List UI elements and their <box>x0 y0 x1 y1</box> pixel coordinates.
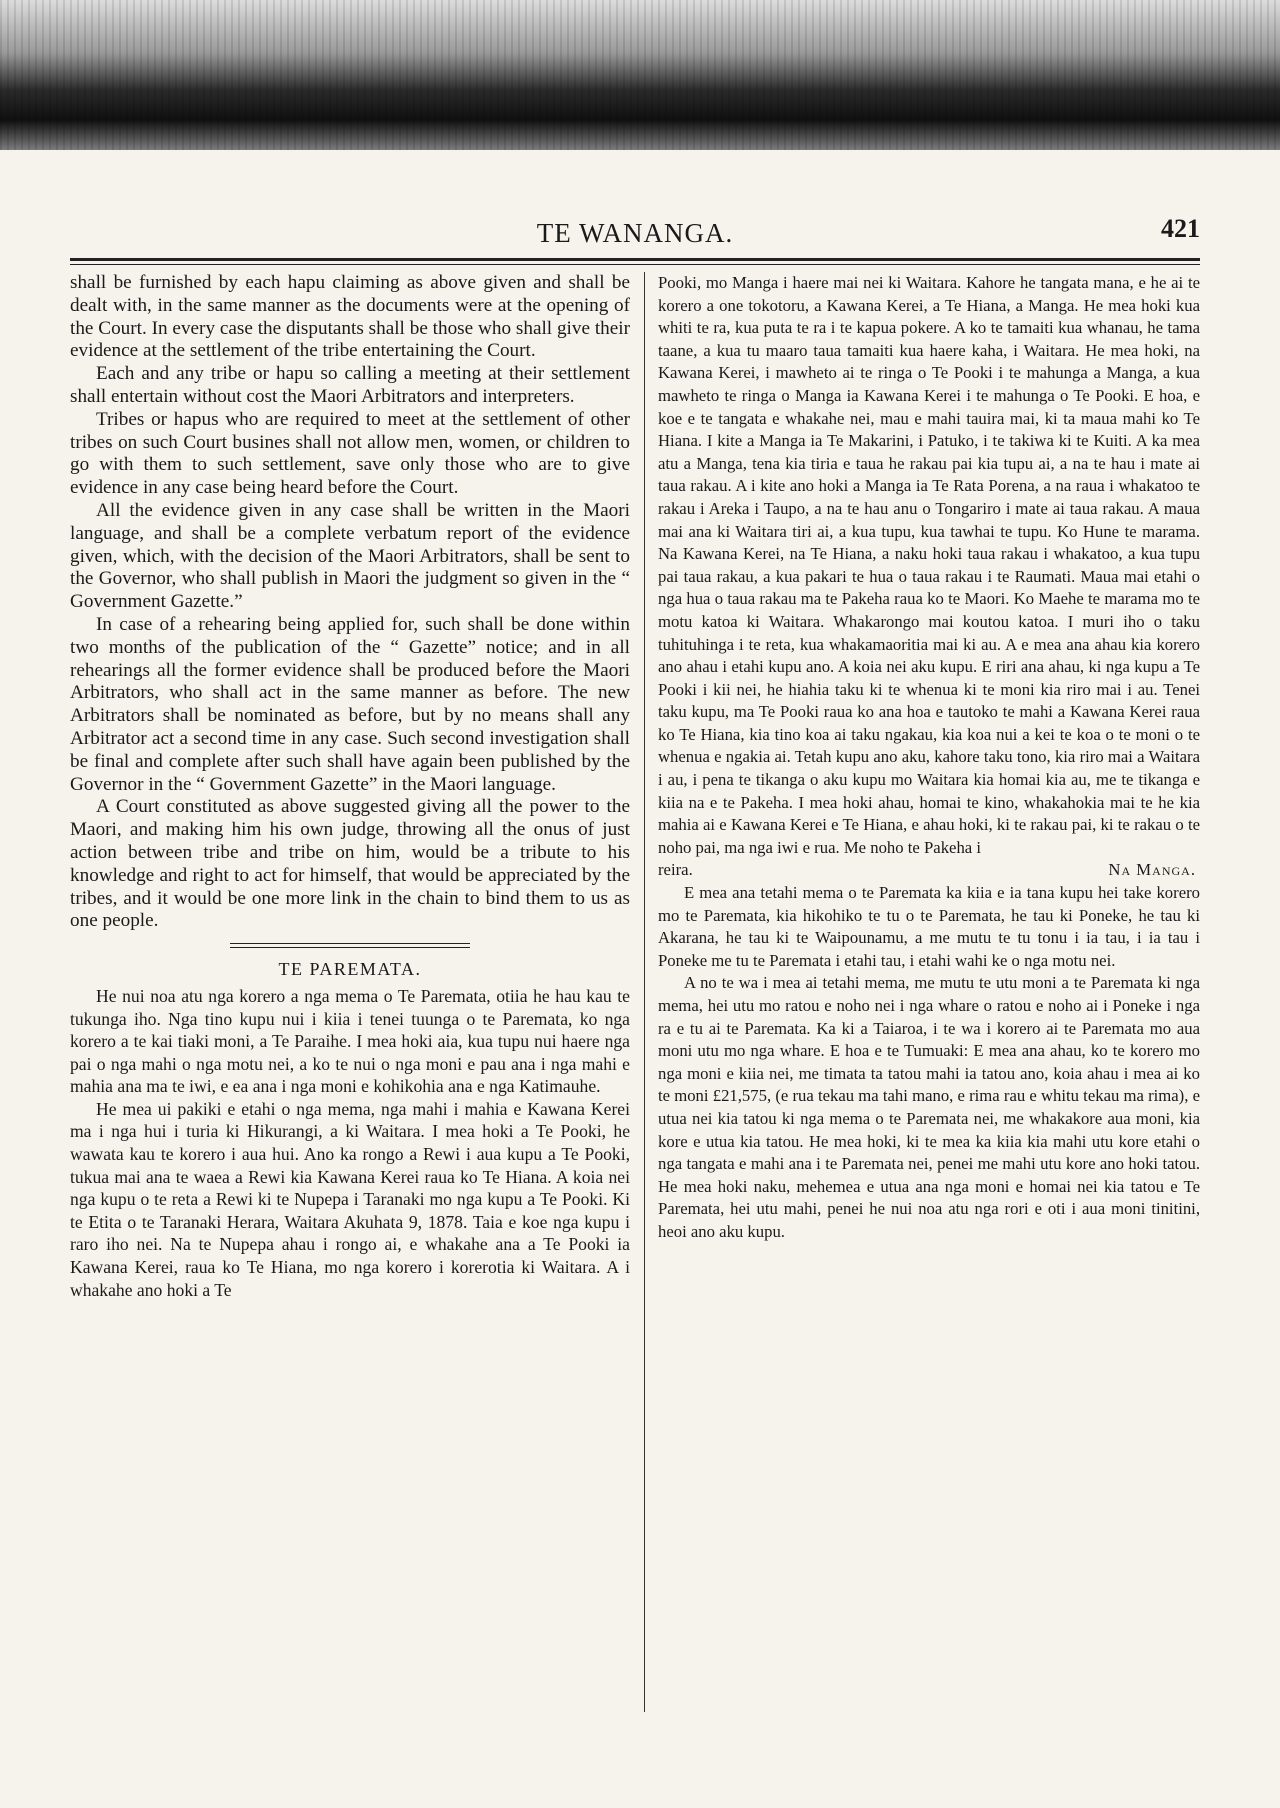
column-divider <box>644 272 645 1712</box>
maori-section <box>70 985 630 1301</box>
section-title: TE PAREMATA. <box>278 959 422 980</box>
letter-signoff <box>658 859 1200 882</box>
paragraph: Each and any tribe or hapu so calling a meeting at their settlement shall entertain without cost the Maori Arbitrators and interpreters. <box>70 363 630 407</box>
paragraph: He mea ui pakiki e etahi o nga mema, nga mahi i mahia e Kawana Kerei ma i nga hui i turia ki Hikurangi, a ki Waitara. I mea hoki a Te Pooki, he wawata kau te korero i aua hui. Ano ka rongo a Rewi i aua kupu a Te Pooki, tukua mai ana te waea a Rewi kia Kawana Kerei raua ko Te Hiana. A koia nei nga kupu o te reta a Rewi ki te Nupepa i Taranaki mo nga kupu a Te Pooki. Ki te Etita o te Taranaki Herara, Waitara Akuhata 9, 1878. Taia e koe nga kupu i raro iho nei. Na te Nupepa ahau i rongo ai, e whakahe ana a Te Pooki ia Kawana Kerei, raua ko Te Hiana, mo nga korero i korerotia ki Waitara. A i whakahe ano hoki a Te <box>70 1098 630 1300</box>
paragraph: He nui noa atu nga korero a nga mema o Te Paremata, otiia he hau kau te tukunga iho. Nga tino kupu nui i kiia i tenei tuunga o te Paremata, ko nga korero a te kai tiaki moni, a Te Paraihe. I mea hoki aia, kua tupu nui haere nga pai o nga mahi o nga motu nei, a ko te nui o nga moni e pau ana i nga mahi e mahia ana ma te iwi, e ea ana i nga moni e kohikohia ana e nga Katimauhe. <box>70 985 630 1097</box>
paragraph: A Court constituted as above suggested giving all the power to the Maori, and making him his own judge, throwing all the onus of just action between tribe and tribe on him, would be a tribute to his knowledge and right to act for himself, that would be appreciated by the tribes, and it would be one more link in the chain to bind them to us as one people. <box>70 796 630 932</box>
paragraph: Tribes or hapus who are required to meet at the settlement of other tribes on such Court busines shall not allow men, women, or children to go with them to such settlement, save only those who are to give evidence in any case being heard before the Court. <box>70 408 630 499</box>
page-number: 421 <box>1161 214 1200 243</box>
scanned-page-edge <box>0 0 1280 150</box>
paragraph: All the evidence given in any case shall be written in the Maori language, and shall be a complete verbatum report of the evidence given, which, with the decision of the Maori Arbitrators, shall be sent to the Governor, who shall publish in Maori the judgment so given in the “ Government Gazette.” <box>70 499 630 613</box>
signature: Na Manga. <box>1108 860 1196 880</box>
running-header <box>70 214 1200 254</box>
paragraph: In case of a rehearing being applied for, such shall be done within two months of the publication of the “ Gazette” notice; and in all rehearings all the former evidence shall be produced before the Maori Arbitrators, who shall act in the same manner as before. The new Arbitrators shall be nominated as before, but by no means shall any Arbitrator act a second time in any case. Such second investigation shall be final and complete after such shall have again been published by the Governor in the “ Government Gazette” in the Maori language. <box>70 613 630 795</box>
newspaper-title: TE WANANGA. <box>536 218 734 248</box>
article-columns <box>70 272 1200 1752</box>
left-column <box>70 272 630 1732</box>
letter-paragraph: Pooki, mo Manga i haere mai nei ki Waitara. Kahore he tangata mana, e he ai te korero a one tokotoru, a Kawana Kerei, a Te Hiana, a Manga. He mea hoki kua whiti te ra, kua puta te ra i te kapua pokere. A ko te tamaiti kua whanau, he tama taane, a kua tu maaro taua tamaiti kua haere kaha, i Waitara. He mea hoki, na Kawana Kerei, i mawheto ai te ringa o Te Pooki i te mahunga a Manga, a kua mawheto te ringa o Manga ia Kawana Kerei i te mahunga o Te Pooki. E hoa, e koe e te tangata e whakahe nei, mau e mahi tauira mai, ki ta maua mahi ko Te Hiana. I kite a Manga ia Te Makarini, i Patuko, i te takiwa ki te Kuiti. A ka mea atu a Manga, tena kia tiria e taua he rakau pai kia tupu ai, a na te hau i mate ai taua rakau. A i kite ano hoki a Manga ia Te Rata Porena, a na raua i whakatoo te rakau i Areka i Taupo, a na te hau anu o Tongariro i mate ai taua rakau. A maua mai ana ki Waitara tiri ai, a kua tupu, kua tawhai te tupu. Ko Hune te marama. Na Kawana Kerei, na Te Hiana, a naku hoki taua rakau i whakatoo, a kua tupu pai taua rakau, a kua pakari te hua o taua rakau i te Raumati. Maua mai etahi o nga hua o taua rakau ma te Pakeha raua ko te Maori. Ko Maehe te marama mo te motu katoa ki Waitara. Whakarongo mai koutou katoa. I muri iho o taku tuhituhinga i te reta, kua whakamaoritia mai ki au. A e mea ana ahau kia korero ano ahau i etahi kupu ano. A koia nei aku kupu. E riri ana ahau, ki nga kupu a Te Pooki i kii nei, he hiahia taku ki te whenua ki te moni kia riro mai i au. Tenei taku kupu, ma Te Pooki raua ko ana hoa e tautoko te mahi a Kawana Kerei raua ko Te Hiana, kia tino koa ai taku ngakau, kia koa nui a kei te koa o te moni o te whenua e ngakia ai. Tetah kupu ano aku, kahore taku tono, kia riro mai a Waitara i au, i pena te tikanga o aku kupu mo Waitara kia homai kia au, me te tikanga e kiia na e te Pakeha. I mea hoki ahau, homai te kino, whakahokia mai te he kia mahia ai e Kawana Kerei e Te Hiana, e ahau hoki, ki te rakau pai, ki te rakau o te noho pai, ma nga iwi e rua. Me noho te Pakeha i <box>658 273 1200 857</box>
section-rule <box>230 943 470 948</box>
header-rule <box>70 258 1200 265</box>
closing-word: reira. <box>658 860 693 880</box>
section-heading <box>70 943 630 981</box>
right-column <box>658 272 1200 1732</box>
paragraph: E mea ana tetahi mema o te Paremata ka kiia e ia tana kupu hei take korero mo te Paremata, kia hikohiko te tu o te Paremata, he tau ki Poneke, he tau ki Akarana, he tau ki te Waipounamu, a me mutu te tu tonu i ia tau, i ia tau i Poneke me tu te Paremata i etahi tau, i etahi wahi ke o nga motu nei. <box>658 883 1200 970</box>
paragraph: shall be furnished by each hapu claiming as above given and shall be dealt with, in the same manner as the documents were at the opening of the Court. In every case the disputants shall be those who shall give their evidence at the settlement of the tribe entertaining the Court. <box>70 272 630 362</box>
paragraph: A no te wa i mea ai tetahi mema, me mutu te utu moni a te Paremata ki nga mema, hei utu mo ratou e noho nei i nga whare o ratou e noho ai i Poneke i nga ra e tu ai te Paremata. Ka ki a Taiaroa, i te wa i korero ai te Paremata mo aua moni utu mo nga whare. E hoa e te Tumuaki: E mea ana ahau, ko te korero mo nga moni e kiia nei, me timata ta tatou mahi ia tatou ano, koia ahau i mea ai ko te moni £21,575, (e rua tekau ma tahi mano, e rima rau e whitu tekau ma rima), e utua nei kia tatou ki nga mema o te Paremata nei, me whakakore aua moni, kia kore e utua kia tatou. He mea hoki, ki te mea ka kiia kia mahi utu kore etahi o nga tangata e mahi ana i te Paremata nei, penei me mahi utu kore ano hoki tatou. He mea hoki naku, mehemea e utua ana nga moni e homai nei kia tatou e Te Paremata, hei utu mahi, penei he nui noa atu nga rori e oti i aua moni tinitini, heoi ano aku kupu. <box>658 973 1200 1241</box>
